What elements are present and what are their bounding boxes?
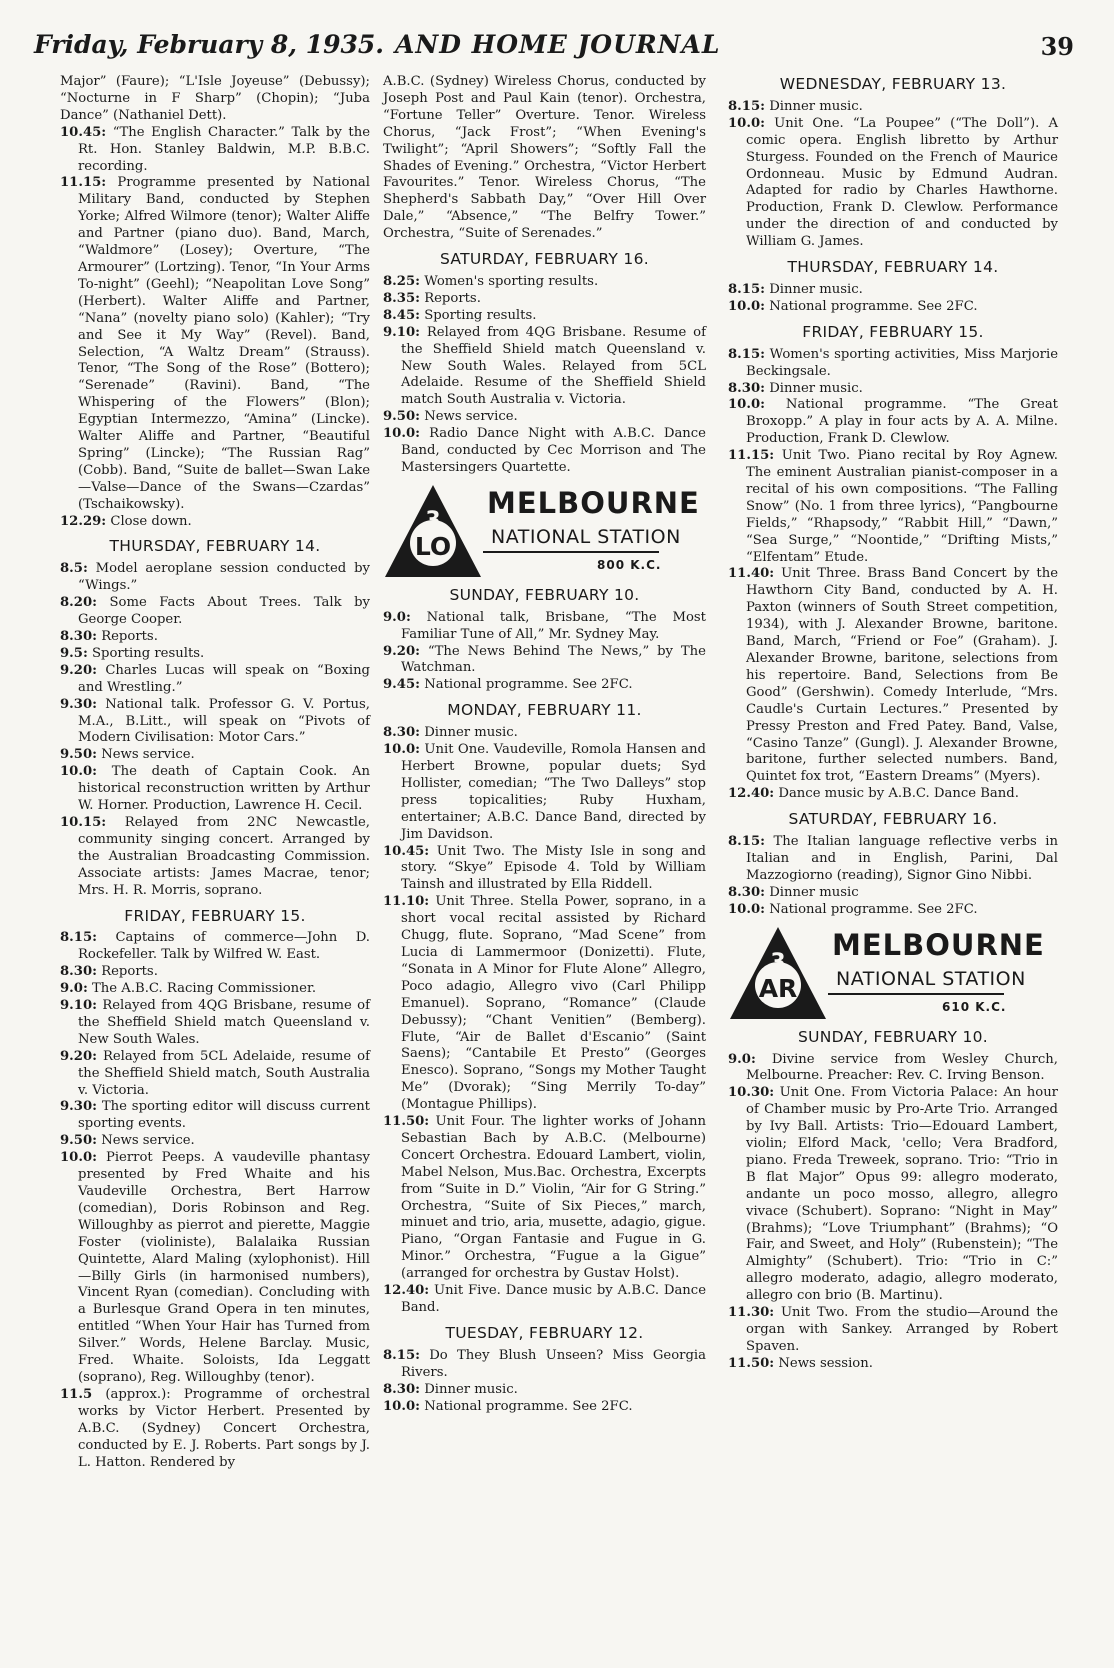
programme-entry bbox=[60, 764, 370, 815]
entry-time: 11.40: bbox=[728, 566, 775, 582]
programme-entry bbox=[60, 561, 370, 595]
entry-text: Dinner music. bbox=[769, 281, 863, 297]
issue-date: Friday, February 8, 1935. bbox=[34, 30, 384, 59]
logo-callsign: AR bbox=[758, 973, 798, 1003]
programme-entry bbox=[60, 964, 370, 981]
entry-time: 10.0: bbox=[60, 764, 97, 780]
entry-time: 10.45: bbox=[60, 124, 107, 140]
entry-text: Captains of commerce—John D. Rockefeller. Talk by Wilfred W. East. bbox=[78, 930, 370, 963]
entry-text: Unit Three. Brass Band Concert by the Hawthorn City Band, conducted by A. H. Paxton (winners of South Street competition, 1934), with J. Alexander Browne, baritone. Band, March, “Friend or Foe” (Graham). J. Alexander Browne, baritone, selections from his repertoire. Band, Selections from Be Good” (Gershwin). Comedy Interlude, “Mrs. Caudle's Curtain Lectures.” Presented by Pressy Preston and Fred Patey. Band, Valse, “Casino Tanze” (Gungl). J. Alexander Browne, baritone, further selected numbers. Band, Quintet fox trot, “Eastern Dreams” (Myers). bbox=[746, 566, 1058, 785]
entry-text: Unit One. Vaudeville, Romola Hansen and Herbert Browne, popular duets; Syd Hollister, comedian; “The Two Dalleys” stop press topicalities; Ruby Huxham, entertainer; A.B.C. Dance Band, directed by Jim Davidson. bbox=[401, 742, 706, 842]
entry-text: News service. bbox=[101, 747, 195, 763]
programme-entry bbox=[60, 1049, 370, 1100]
entry-text: Women's sporting activities, Miss Marjorie Beckingsale. bbox=[746, 346, 1058, 379]
programme-entry bbox=[60, 514, 370, 531]
entry-time: 8.35: bbox=[383, 290, 420, 306]
programme-entry bbox=[383, 1348, 706, 1382]
page-number: 39 bbox=[1040, 32, 1074, 61]
section-heading: SATURDAY, FEBRUARY 16. bbox=[440, 250, 649, 269]
entry-time: 9.10: bbox=[383, 324, 420, 340]
entry-time: 10.0: bbox=[728, 298, 765, 314]
logo-callsign: LO bbox=[414, 531, 452, 561]
entry-text: National programme. See 2FC. bbox=[769, 298, 978, 314]
entry-time: 8.30: bbox=[60, 964, 97, 980]
programme-entry bbox=[383, 844, 706, 895]
entry-time: 11.10: bbox=[383, 894, 430, 910]
programme-entry bbox=[60, 175, 370, 513]
section-heading: THURSDAY, FEBRUARY 14. bbox=[109, 537, 321, 556]
programme-entry bbox=[60, 646, 370, 663]
entry-time: 8.15: bbox=[728, 834, 765, 850]
entry-time: 8.45: bbox=[383, 307, 420, 323]
column-2 bbox=[383, 74, 706, 1415]
entry-time: 10.0: bbox=[383, 426, 420, 442]
programme-entry bbox=[60, 74, 370, 125]
entry-time: 8.15: bbox=[728, 346, 765, 362]
logo-number: 3 bbox=[770, 949, 786, 975]
entry-text: Women's sporting results. bbox=[424, 273, 599, 289]
entry-time: 11.30: bbox=[728, 1305, 775, 1321]
programme-entry bbox=[383, 308, 706, 325]
logo-rule bbox=[483, 551, 659, 553]
programme-entry bbox=[60, 747, 370, 764]
entry-time: 12.29: bbox=[60, 513, 107, 529]
section-heading: FRIDAY, FEBRUARY 15. bbox=[124, 906, 306, 925]
entry-time: 10.15: bbox=[60, 814, 107, 830]
programme-entry bbox=[60, 125, 370, 176]
entry-text: Reports. bbox=[101, 629, 158, 644]
programme-entry bbox=[728, 1305, 1058, 1356]
programme-entry bbox=[728, 282, 1058, 299]
entry-text: “The English Character.” Talk by the Rt. Hon. Stanley Baldwin, M.P. B.B.C. recording. bbox=[78, 124, 370, 174]
col2-monday-list bbox=[383, 725, 706, 1317]
col3-thursday-list bbox=[728, 282, 1058, 316]
programme-entry bbox=[728, 299, 1058, 316]
entry-time: 9.20: bbox=[60, 662, 97, 678]
entry-text: The Italian language reflective verbs in Italian and in English, Parini, Dal Mazzogiorno (reading), Signor Gino Nibbi. bbox=[746, 834, 1058, 883]
entry-text: Some Facts About Trees. Talk by George Cooper. bbox=[78, 595, 370, 628]
entry-time: 8.15: bbox=[728, 98, 765, 114]
programme-entry bbox=[383, 1382, 706, 1399]
section-heading: FRIDAY, FEBRUARY 15. bbox=[802, 322, 984, 341]
programme-entry bbox=[60, 595, 370, 629]
entry-text: Unit Two. Piano recital by Roy Agnew. The eminent Australian pianist-composer in a recital of his own compositions. “The Falling Snow” (No. 1 from three lyrics), “Pangbourne Fields,” “Rhapsody,” “Rabbit Hill,” “Dawn,” “Sea Surge,” “Noontide,” “Drifting Mists,” “Elfentam” Etude. bbox=[746, 448, 1058, 565]
entry-text: Relayed from 2NC Newcastle, community singing concert. Arranged by the Australian Broadcasting Commission. Associate artists: James Macrae, tenor; Mrs. H. R. Morris, soprano. bbox=[78, 814, 370, 898]
entry-time: 8.20: bbox=[60, 595, 97, 611]
entry-text: Reports. bbox=[424, 290, 481, 306]
entry-time: 11.5 bbox=[60, 1386, 93, 1402]
entry-text: Close down. bbox=[110, 513, 192, 529]
col3-wednesday-list bbox=[728, 99, 1058, 251]
programme-entry bbox=[728, 902, 1058, 919]
entry-text: Unit Five. Dance music by A.B.C. Dance Band. bbox=[401, 1283, 706, 1315]
entry-time: 10.45: bbox=[383, 843, 430, 859]
column-1 bbox=[60, 74, 370, 1471]
entry-time: 8.30: bbox=[728, 884, 765, 900]
col1-thursday-list bbox=[60, 561, 370, 899]
entry-text: National talk, Brisbane, “The Most Familiar Tune of All,” Mr. Sydney May. bbox=[401, 609, 706, 642]
entry-text: “The News Behind The News,” by The Watchman. bbox=[401, 643, 706, 676]
entry-time: 8.30: bbox=[383, 725, 420, 741]
programme-entry bbox=[60, 663, 370, 697]
programme-entry bbox=[60, 697, 370, 748]
entry-time: 10.30: bbox=[728, 1085, 775, 1101]
entry-text: Divine service from Wesley Church, Melbourne. Preacher: Rev. C. Irving Benson. bbox=[746, 1051, 1058, 1084]
entry-text: Sporting results. bbox=[92, 645, 205, 661]
entry-text: Dinner music. bbox=[424, 1381, 518, 1397]
entry-time: 8.30: bbox=[728, 380, 765, 396]
entry-text: Charles Lucas will speak on “Boxing and Wrestling.” bbox=[78, 662, 371, 695]
section-heading: MONDAY, FEBRUARY 11. bbox=[447, 701, 642, 720]
entry-time: 9.0: bbox=[60, 981, 88, 997]
entry-text: (approx.): Programme of orchestral works by Victor Herbert. Presented by A.B.C. (Sydney) Concert Orchestra, conducted by E. J. Roberts. Part songs by J. L. Hatton. Rendered by bbox=[78, 1386, 370, 1470]
entry-time: 9.10: bbox=[60, 998, 97, 1014]
programme-entry bbox=[383, 1114, 706, 1283]
entry-text: Reports. bbox=[101, 964, 158, 980]
programme-entry bbox=[728, 99, 1058, 116]
programme-entry bbox=[728, 448, 1058, 566]
entry-text: Major” (Faure); “L'Isle Joyeuse” (Debussy); “Nocturne in F Sharp” (Chopin); “Juba Dance” (Nathaniel Dett). bbox=[60, 74, 370, 123]
programme-entry bbox=[60, 930, 370, 964]
programme-entry bbox=[728, 1085, 1058, 1305]
programme-entry bbox=[383, 894, 706, 1114]
entry-text: News service. bbox=[424, 409, 518, 425]
programme-entry bbox=[383, 725, 706, 742]
station-triangle-emblem bbox=[728, 925, 828, 1021]
programme-entry bbox=[383, 1399, 706, 1416]
entry-text: Dinner music. bbox=[769, 380, 863, 396]
programme-entry bbox=[728, 786, 1058, 803]
programme-entry bbox=[383, 291, 706, 308]
entry-text: Model aeroplane session conducted by “Wings.” bbox=[78, 561, 370, 594]
logo-frequency: 800 K.C. bbox=[597, 557, 662, 572]
programme-entry bbox=[60, 1099, 370, 1133]
col2-saturday-list bbox=[383, 274, 706, 477]
programme-entry bbox=[728, 1052, 1058, 1086]
programme-entry bbox=[728, 834, 1058, 885]
logo-number: 3 bbox=[425, 507, 441, 533]
entry-time: 9.20: bbox=[60, 1048, 97, 1064]
col3-friday-list bbox=[728, 347, 1058, 803]
entry-text: The death of Captain Cook. An historical reconstruction written by Arthur W. Horner. Production, Lawrence H. Cecil. bbox=[78, 764, 370, 814]
entry-time: 10.0: bbox=[728, 397, 765, 413]
entry-text: National programme. See 2FC. bbox=[769, 901, 978, 917]
entry-time: 9.5: bbox=[60, 645, 88, 661]
entry-text: The sporting editor will discuss current sporting events. bbox=[78, 1099, 370, 1132]
col1-friday-list bbox=[60, 930, 370, 1471]
programme-entry bbox=[60, 815, 370, 900]
station-logo-3lo bbox=[383, 483, 706, 579]
programme-entry bbox=[383, 644, 706, 678]
logo-city: MELBOURNE bbox=[832, 927, 1045, 962]
entry-time: 10.0: bbox=[728, 115, 765, 131]
programme-entry bbox=[728, 397, 1058, 448]
entry-text: Unit One. From Victoria Palace: An hour of Chamber music by Pro-Arte Trio. Arranged by Ivy Ball. Artists: Trio—Edouard Lambert, violin; Elford Mack, 'cello; Vera Bradford, piano. Freda Treweek, soprano. Trio: “Trio in B flat Major” Opus 99: allegro moderato, andante un poco mosso, allegro, allegro vivace (Schubert). Soprano: “Night in May” (Brahms); “Love Triumphant” (Brahms); “O Fair, and Sweet, and Holy” (Rubenstein); “The Almighty” (Schubert). Trio: “Trio in C:” allegro moderato, adagio, allegro moderato, allegro con brio (B. Martinu). bbox=[746, 1085, 1058, 1304]
programme-entry bbox=[60, 1387, 370, 1472]
entry-text: Unit One. “La Poupee” (“The Doll”). A comic opera. English libretto by Arthur Sturgess. Founded on the French of Maurice Ordonneau. Music by Edmund Audran. Adapted for radio by Charles Hawthorne. Production, Frank D. Clewlow. Performance under the direction of and conducted by William G. James. bbox=[746, 115, 1058, 250]
entry-text: Do They Blush Unseen? Miss Georgia Rivers. bbox=[401, 1347, 706, 1380]
station-triangle-emblem bbox=[383, 483, 483, 579]
entry-time: 10.0: bbox=[383, 1398, 420, 1414]
station-logo-3ar bbox=[728, 925, 1058, 1021]
section-heading: SATURDAY, FEBRUARY 16. bbox=[788, 810, 998, 829]
entry-text: Relayed from 5CL Adelaide, resume of the Sheffield Shield match, South Australia v. Victoria. bbox=[78, 1048, 370, 1098]
section-heading: SUNDAY, FEBRUARY 10. bbox=[449, 585, 640, 604]
entry-time: 9.50: bbox=[383, 409, 420, 425]
entry-time: 9.50: bbox=[60, 1133, 97, 1149]
entry-text: National programme. See 2FC. bbox=[424, 1398, 633, 1414]
journal-title: AND HOME JOURNAL bbox=[395, 30, 721, 59]
entry-time: 12.40: bbox=[383, 1283, 430, 1299]
entry-time: 9.20: bbox=[383, 643, 420, 659]
programme-entry bbox=[60, 998, 370, 1049]
entry-time: 11.15: bbox=[728, 448, 775, 464]
entry-text: Unit Three. Stella Power, soprano, in a short vocal recital assisted by Richard Chugg, flute. Soprano, “Mad Scene” from Lucia di Lammermoor (Donizetti). Flute, “Sonata in A Minor for Flute Alone” Allegro, Poco adagio, Allegro vivo (Carl Philipp Emanuel). Soprano, “Romance” (Claude Debussy); “Chant Venitien” (Bemberg). Flute, “Air de Ballet d'Escanio” (Saint Saens); “Cantabile Et Presto” (Georges Enesco). Soprano, “Songs my Mother Taught Me” (Dvorak); “Sing Merrily To-day” (Montague Phillips). bbox=[401, 894, 706, 1113]
entry-text: National programme. See 2FC. bbox=[424, 677, 633, 693]
entry-time: 10.0: bbox=[728, 901, 765, 917]
entry-text: Pierrot Peeps. A vaudeville phantasy presented by Fred Whaite and his Vaudeville Orchestra, Bert Harrow (comedian), Doris Robinson and Reg. Willoughby as pierrot and pierette, Maggie Foster (violiniste), Balalaika Russian Quintette, Alard Maling (xylophonist). Hill—Billy Girls (in harmonised numbers), Vincent Ryan (comedian). Concluding with a Burlesque Grand Opera in ten minutes, entitled “When Your Hair has Turned from Silver.” Words, Helene Barclay. Music, Fred. Whaite. Soloists, Ida Leggatt (soprano), Reg. Willoughby (tenor). bbox=[78, 1150, 370, 1385]
entry-time: 9.30: bbox=[60, 696, 97, 712]
logo-frequency: 610 K.C. bbox=[942, 999, 1007, 1014]
section-heading: THURSDAY, FEBRUARY 14. bbox=[787, 258, 999, 277]
logo-station: NATIONAL STATION bbox=[491, 525, 681, 548]
column-3 bbox=[728, 74, 1058, 1373]
programme-entry bbox=[383, 610, 706, 644]
col2-tuesday-list bbox=[383, 1348, 706, 1416]
col1-top-list bbox=[60, 74, 370, 530]
programme-entry bbox=[60, 629, 370, 646]
logo-city: MELBOURNE bbox=[487, 485, 700, 520]
entry-time: 11.15: bbox=[60, 175, 107, 191]
entry-text: National talk. Professor G. V. Portus, M.A., B.Litt., will speak on “Pivots of Modern Civilisation: Motor Cars.” bbox=[78, 696, 370, 746]
entry-time: 10.0: bbox=[60, 1150, 97, 1166]
programme-entry bbox=[383, 1283, 706, 1317]
entry-time: 9.45: bbox=[383, 677, 420, 693]
entry-time: 8.15: bbox=[728, 281, 765, 297]
programme-entry bbox=[383, 409, 706, 426]
entry-text: News service. bbox=[101, 1133, 195, 1149]
programme-entry bbox=[383, 426, 706, 477]
programme-entry bbox=[383, 677, 706, 694]
entry-time: 8.30: bbox=[383, 1381, 420, 1397]
entry-time: 8.5: bbox=[60, 561, 88, 577]
entry-time: 9.30: bbox=[60, 1099, 97, 1115]
continued-text: A.B.C. (Sydney) Wireless Chorus, conducted by Joseph Post and Paul Kain (tenor). Orchestra, “Fortune Teller” Overture. Tenor. Wireless Chorus, “Jack Frost”; “When Evening's Twilight”; “April Showers”; “Softly Fall the Shades of Evening.” Orchestra, “Victor Herbert Favourites.” Tenor. Wireless Chorus, “The Shepherd's Sabbath Day,” “Over Hill Over Dale,” “Absence,” “The Belfry Tower.” Orchestra, “Suite of Serenades.” bbox=[383, 74, 706, 242]
entry-text: Unit Two. The Misty Isle in song and story. “Skye” Episode 4. Told by William Tainsh and illustrated by Ella Riddell. bbox=[401, 843, 706, 893]
logo-rule bbox=[828, 993, 1004, 995]
programme-entry bbox=[728, 885, 1058, 902]
programme-entry bbox=[383, 325, 706, 410]
entry-text: Relayed from 4QG Brisbane, resume of the Sheffield Shield match Queensland v. New South Wales. bbox=[78, 998, 370, 1047]
entry-text: Unit Two. From the studio—Around the organ with Sankey. Arranged by Robert Spaven. bbox=[746, 1305, 1058, 1354]
col3-saturday-list bbox=[728, 834, 1058, 919]
programme-entry bbox=[728, 1356, 1058, 1373]
programme-entry bbox=[728, 381, 1058, 398]
entry-time: 8.15: bbox=[60, 930, 97, 946]
entry-text: Relayed from 4QG Brisbane. Resume of the Sheffield Shield match Queensland v. New South Wales. Relayed from 5CL Adelaide. Resume of the Sheffield Shield match South Australia v. Victoria. bbox=[401, 324, 706, 408]
entry-time: 11.50: bbox=[728, 1355, 775, 1371]
programme-entry bbox=[728, 116, 1058, 251]
entry-time: 9.0: bbox=[383, 609, 411, 625]
entry-text: News session. bbox=[778, 1355, 873, 1371]
entry-time: 8.15: bbox=[383, 1347, 420, 1363]
section-heading: WEDNESDAY, FEBRUARY 13. bbox=[779, 75, 1007, 93]
entry-text: Programme presented by National Military Band, conducted by Stephen Yorke; Alfred Wilmore (tenor); Walter Aliffe and Partner (piano duo). Band, March, “Waldmore” (Losey); Overture, “The Armourer” (Lortzing). Tenor, “In Your Arms To-night” (Geehl); “Neapolitan Love Song” (Herbert). Walter Aliffe and Partner, “Nana” (novelty piano solo) (Kahler); “Try and See it My Way” (Revel). Band, Selection, “A Waltz Dream” (Strauss). Tenor, “The Song of the Rose” (Bottero); “Serenade” (Ravini). Band, “The Whispering of the Flowers” (Blon); Egyptian Intermezzo, “Amina” (Lincke). Walter Aliffe and Partner, “Beautiful Spring” (Lincke); “The Russian Rag” (Cobb). Band, “Suite de ballet—Swan Lake—Valse—Dance of the Swans—Czardas” (Tschaikowsky). bbox=[78, 175, 370, 512]
entry-time: 10.0: bbox=[383, 742, 420, 758]
programme-entry bbox=[383, 274, 706, 291]
programme-entry bbox=[60, 981, 370, 998]
entry-text: Unit Four. The lighter works of Johann Sebastian Bach by A.B.C. (Melbourne) Concert Orchestra. Edouard Lambert, violin, Mabel Nelson, Mus.Bac. Orchestra, Excerpts from “Suite in D.” Violin, “Air for G String.” Orchestra, “Suite of Six Pieces,” march, minuet and trio, aria, musette, adagio, gigue. Piano, “Organ Fantasie and Fugue in G. Minor.” Orchestra, “Fugue a la Gigue” (arranged for orchestra by Gustav Holst). bbox=[401, 1114, 706, 1282]
section-heading: SUNDAY, FEBRUARY 10. bbox=[797, 1027, 989, 1046]
col2-sunday-list bbox=[383, 610, 706, 695]
entry-text: Radio Dance Night with A.B.C. Dance Band, conducted by Cec Morrison and The Mastersingers Quartette. bbox=[401, 426, 706, 475]
entry-time: 8.25: bbox=[383, 273, 420, 289]
entry-text: Dinner music bbox=[769, 884, 859, 900]
entry-time: 9.0: bbox=[728, 1051, 756, 1067]
programme-entry bbox=[728, 566, 1058, 786]
col3-sunday-list bbox=[728, 1052, 1058, 1373]
programme-entry bbox=[60, 1133, 370, 1150]
section-heading: TUESDAY, FEBRUARY 12. bbox=[445, 1323, 644, 1342]
entry-text: The A.B.C. Racing Commissioner. bbox=[92, 981, 317, 997]
programme-entry bbox=[60, 1150, 370, 1387]
logo-station: NATIONAL STATION bbox=[836, 967, 1026, 990]
entry-text: Dinner music. bbox=[424, 725, 518, 741]
entry-text: Dance music by A.B.C. Dance Band. bbox=[778, 786, 1019, 802]
entry-text: National programme. “The Great Broxopp.” A play in four acts by A. A. Milne. Production, Frank D. Clewlow. bbox=[746, 397, 1058, 447]
programme-entry bbox=[728, 347, 1058, 381]
programme-entry bbox=[383, 742, 706, 843]
entry-time: 9.50: bbox=[60, 747, 97, 763]
entry-time: 11.50: bbox=[383, 1114, 430, 1130]
entry-time: 8.30: bbox=[60, 629, 97, 644]
page-header bbox=[34, 30, 1074, 66]
entry-time: 12.40: bbox=[728, 786, 775, 802]
entry-text: Dinner music. bbox=[769, 98, 863, 114]
entry-text: Sporting results. bbox=[424, 307, 537, 323]
